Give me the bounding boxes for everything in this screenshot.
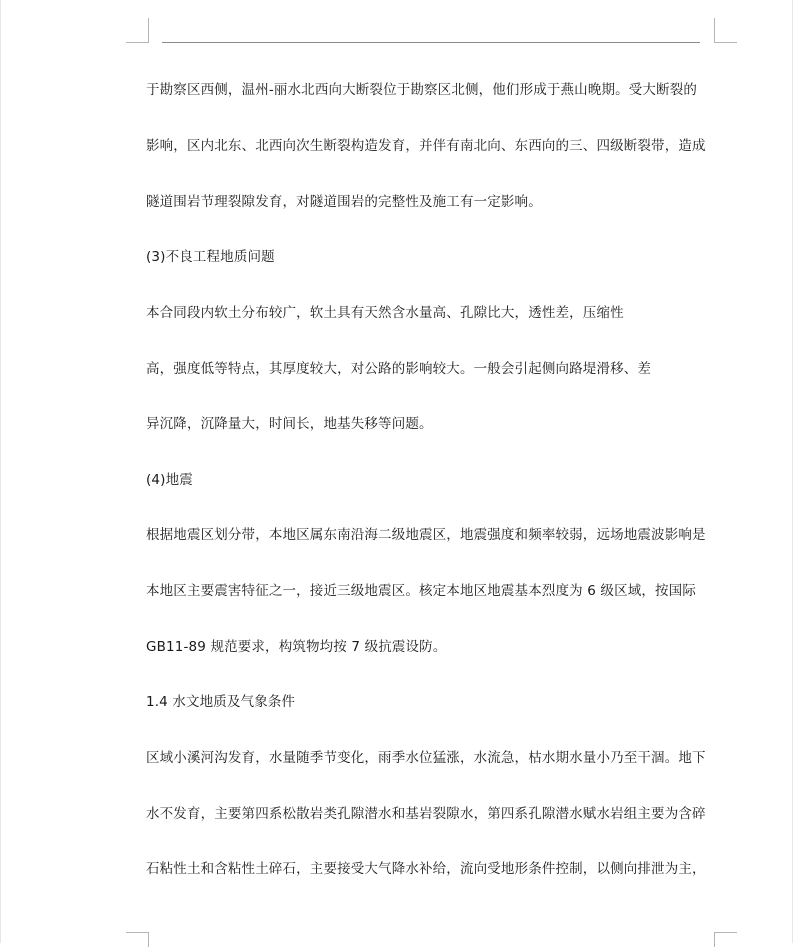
body-text-line: GB11-89 规范要求，构筑物均按 7 级抗震设防。 [146, 639, 447, 655]
body-text-line: 区域小溪河沟发育，水量随季节变化，雨季水位猛涨，水流急，枯水期水量小乃至干涸。地下 [146, 750, 706, 766]
body-text-line: 本合同段内软土分布较广，软土具有天然含水量高、孔隙比大，透性差，压缩性 [146, 305, 624, 321]
margin-corner-top-left [126, 18, 149, 43]
margin-corner-bottom-right [714, 932, 737, 947]
body-text-line: 异沉降，沉降量大，时间长，地基失移等问题。 [146, 416, 433, 432]
section-heading: 1.4 水文地质及气象条件 [146, 694, 296, 710]
section-heading: (4)地震 [146, 472, 193, 488]
margin-corner-top-right [714, 18, 737, 43]
body-text-line: 于勘察区西侧，温州-丽水北西向大断裂位于勘察区北侧，他们形成于燕山晚期。受大断裂的 [146, 82, 698, 98]
section-heading: (3)不良工程地质问题 [146, 249, 275, 265]
header-rule [162, 42, 700, 43]
body-text-line: 石粘性土和含粘性土碎石，主要接受大气降水补给，流向受地形条件控制，以侧向排泄为主， [146, 861, 706, 877]
body-text-line: 本地区主要震害特征之一，接近三级地震区。核定本地区地震基本烈度为 6 级区域，按国际 [146, 583, 696, 599]
page-left-edge [0, 0, 1, 943]
body-text-line: 高，强度低等特点，其厚度较大，对公路的影响较大。一般会引起侧向路堤滑移、差 [146, 361, 652, 377]
body-text-line: 根据地震区划分带，本地区属东南沿海二级地震区，地震强度和频率较弱，远场地震波影响是 [146, 527, 706, 543]
margin-corner-bottom-left [126, 932, 149, 947]
body-text-line: 水不发育，主要第四系松散岩类孔隙潜水和基岩裂隙水，第四系孔隙潜水赋水岩组主要为含碎 [146, 806, 706, 822]
body-text-line: 影响，区内北东、北西向次生断裂构造发育，并伴有南北向、东西向的三、四级断裂带，造成 [146, 138, 706, 154]
body-text-line: 隧道围岩节理裂隙发育，对隧道围岩的完整性及施工有一定影响。 [146, 194, 542, 210]
